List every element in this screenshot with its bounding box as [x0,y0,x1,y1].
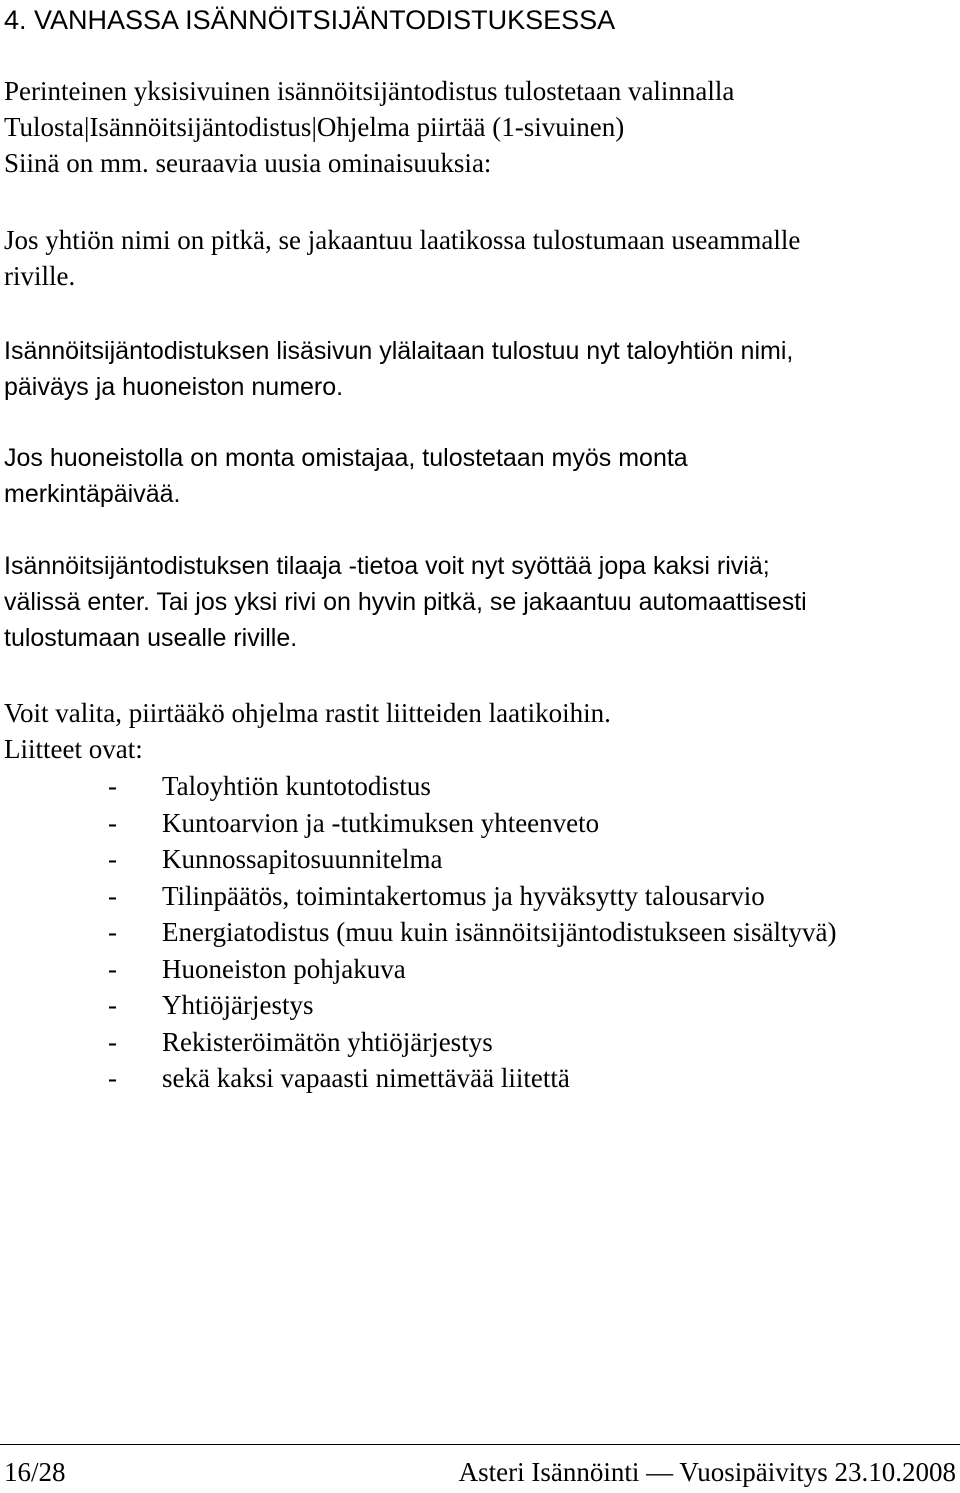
list-item-text: Tilinpäätös, toimintakertomus ja hyväksytty talousarvio [162,880,765,911]
list-item [108,1060,836,1097]
intro-paragraph [4,73,734,181]
footer-title: Asteri Isännöinti — Vuosipäivitys 23.10.2008 [458,1457,956,1487]
list-item-text: Yhtiöjärjestys [162,990,314,1020]
list-item-text: sekä kaksi vapaasti nimettävää liitettä [162,1063,570,1093]
orderer-line-3: tulostumaan usealle riville. [4,624,298,652]
owners-paragraph [4,440,688,512]
list-item [108,878,836,915]
list-item-text: Energiatodistus (muu kuin isännöitsijäntodistukseen sisältyvä) [162,917,837,947]
attachments-line-2: Liitteet ovat: [4,734,143,764]
list-dash: - [108,917,117,947]
section-heading: 4. VANHASSA ISÄNNÖITSIJÄNTODISTUKSESSA [4,5,616,35]
page-number: 16/28 [4,1457,66,1487]
list-item-text: Kuntoarvion ja -tutkimuksen yhteenveto [162,807,600,838]
company-name-line-2: riville. [4,261,76,291]
footer-divider [0,1444,960,1445]
company-name-paragraph [4,222,800,294]
list-dash: - [108,844,117,874]
orderer-line-1: Isännöitsijäntodistuksen tilaaja -tietoa voit nyt syöttää jopa kaksi riviä; [4,552,770,580]
list-dash: - [108,1063,117,1093]
owners-line-2: merkintäpäivää. [4,480,181,508]
extra-page-line-1: Isännöitsijäntodistuksen lisäsivun ylälaitaan tulostuu nyt taloyhtiön nimi, [4,337,794,365]
intro-line-3: Siinä on mm. seuraavia uusia ominaisuuksia: [4,148,492,178]
list-item [108,768,836,805]
list-dash: - [108,880,117,911]
list-item [108,951,836,988]
list-item [108,987,836,1024]
orderer-line-2: välissä enter. Tai jos yksi rivi on hyvin pitkä, se jakaantuu automaattisesti [4,588,807,616]
extra-page-paragraph [4,333,793,405]
list-item-text: Huoneiston pohjakuva [162,953,406,984]
list-item [108,1024,836,1061]
orderer-paragraph [4,548,807,656]
list-item [108,914,836,951]
list-dash: - [108,771,117,801]
list-item-text: Taloyhtiön kuntotodistus [162,771,431,801]
extra-page-line-2: päiväys ja huoneiston numero. [4,373,344,401]
list-dash: - [108,953,117,984]
list-dash: - [108,990,117,1020]
list-dash: - [108,807,117,838]
attachments-list [108,768,836,1097]
list-item [108,805,836,842]
attachments-intro [4,695,611,767]
intro-line-1: Perinteinen yksisivuinen isännöitsijäntodistus tulostetaan valinnalla [4,76,735,106]
intro-line-2: Tulosta|Isännöitsijäntodistus|Ohjelma piirtää (1-sivuinen) [4,112,625,142]
owners-line-1: Jos huoneistolla on monta omistajaa, tulostetaan myös monta [4,444,688,472]
company-name-line-1: Jos yhtiön nimi on pitkä, se jakaantuu laatikossa tulostumaan useammalle [4,225,801,255]
list-dash: - [108,1026,117,1057]
list-item-text: Rekisteröimätön yhtiöjärjestys [162,1026,493,1057]
attachments-line-1: Voit valita, piirtääkö ohjelma rastit liitteiden laatikoihin. [4,698,611,728]
list-item [108,841,836,878]
list-item-text: Kunnossapitosuunnitelma [162,844,443,874]
